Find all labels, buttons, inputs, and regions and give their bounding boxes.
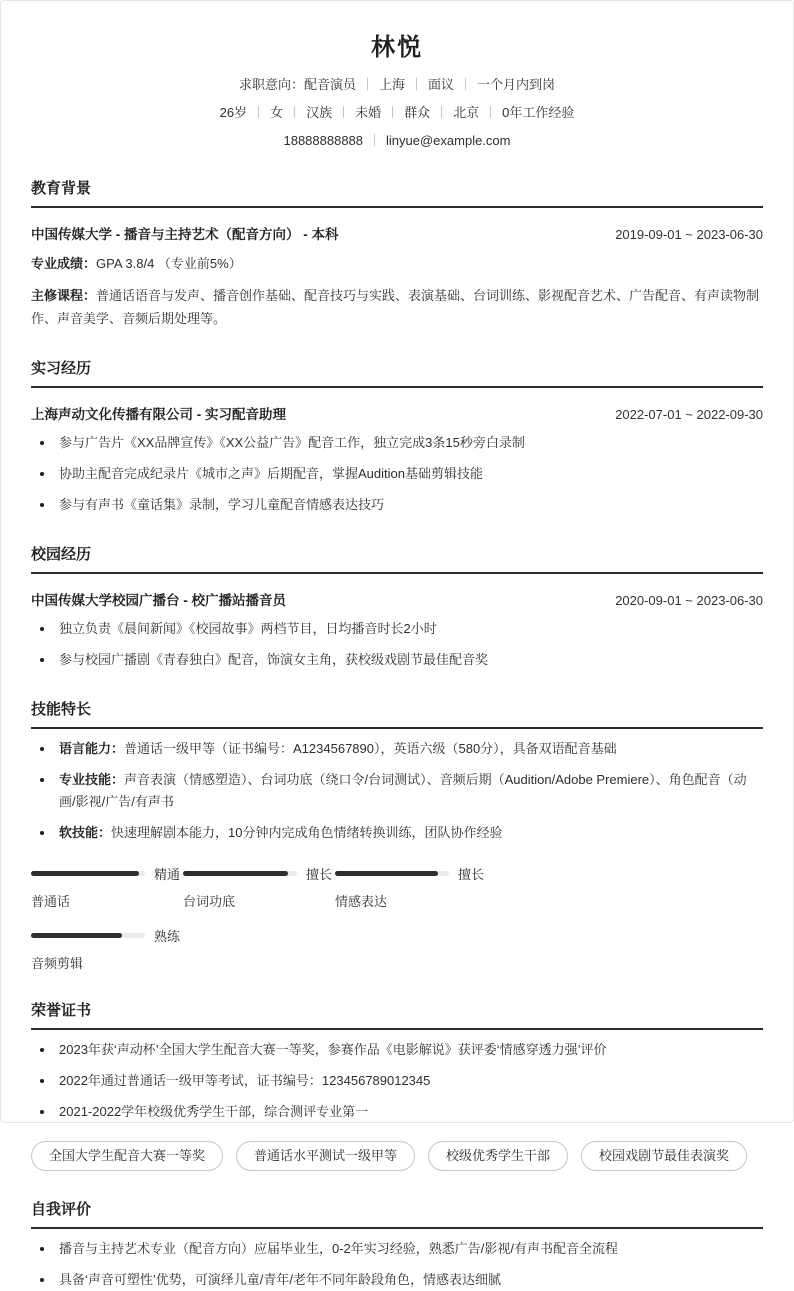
skill-name: 普通话 [31, 894, 71, 909]
divider [392, 106, 393, 118]
section-title-honors: 荣誉证书 [31, 999, 763, 1030]
progress-track [183, 871, 297, 876]
skill-text: 声音表演（情感塑造）、台词功底（绕口令/台词测试）、音频后期（Audition/Adobe Premiere）、角色配音（动画/影视/广告/有声书 [59, 772, 747, 809]
resume-header [31, 27, 763, 150]
skill-text: 快速理解剧本能力，10分钟内完成角色情绪转换训练，团队协作经验 [111, 825, 503, 840]
skill-bar-emotion [335, 864, 487, 910]
divider [441, 106, 442, 118]
campus-entry-head [31, 589, 763, 609]
gpa-line [31, 252, 763, 275]
divider [258, 106, 259, 118]
job-city: 上海 [378, 77, 405, 92]
email-address: linyue@example.com [386, 133, 511, 148]
section-campus [31, 543, 763, 671]
skill-label: 软技能： [59, 825, 112, 840]
section-education [31, 177, 763, 330]
badge-mandarin-certificate: 普通话水平测试一级甲等 [236, 1141, 415, 1171]
list-item: 参与校园广播剧《青春独白》配音，饰演女主角，获校级戏剧节最佳配音奖 [31, 649, 763, 671]
badge-national-dubbing-award: 全国大学生配音大赛一等奖 [31, 1141, 223, 1171]
badge-outstanding-student-cadre: 校级优秀学生干部 [428, 1141, 568, 1171]
divider [465, 78, 466, 90]
skill-text: 普通话一级甲等（证书编号：A1234567890），英语六级（580分），具备双语配音基础 [124, 741, 617, 756]
list-item: 具备‘声音可塑性’优势，可演绎儿童/青年/老年不同年龄段角色，情感表达细腻 [31, 1269, 763, 1291]
list-item [31, 738, 763, 760]
campus-bullets [31, 618, 763, 671]
divider [367, 78, 368, 90]
gender: 女 [270, 105, 284, 120]
phone-number: 18888888888 [283, 133, 364, 148]
section-title-skills: 技能特长 [31, 698, 763, 729]
work-experience-years: 0年工作经验 [502, 105, 575, 120]
section-title-campus: 校园经历 [31, 543, 763, 574]
self-evaluation-bullets [31, 1238, 763, 1291]
list-item: 参与有声书《童话集》录制，学习儿童配音情感表达技巧 [31, 494, 763, 516]
contact-line [31, 132, 763, 150]
skill-name: 情感表达 [335, 894, 388, 909]
section-title-self-evaluation: 自我评价 [31, 1198, 763, 1229]
courses-label: 主修课程： [31, 288, 97, 303]
salary-expectation: 面议 [428, 77, 455, 92]
list-item [31, 822, 763, 844]
list-item: 独立负责《晨间新闻》《校园故事》两档节目，日均播音时长2小时 [31, 618, 763, 640]
list-item: 参与广告片《XX品牌宣传》《XX公益广告》配音工作，独立完成3条15秒旁白录制 [31, 432, 763, 454]
list-item: 2023年获‘声动杯’全国大学生配音大赛一等奖，参赛作品《电影解说》获评委‘情感穿透力强’评价 [31, 1039, 763, 1061]
honors-bullets [31, 1039, 763, 1123]
education-entry-head [31, 223, 763, 243]
list-item [31, 769, 763, 813]
personal-info-line [31, 104, 763, 122]
skill-level: 熟练 [154, 929, 181, 944]
campus-date-range: 2020-09-01 ~ 2023-06-30 [615, 593, 763, 608]
political-status: 群众 [404, 105, 431, 120]
gpa-label: 专业成绩： [31, 256, 97, 271]
skill-level: 擅长 [306, 867, 333, 882]
honor-badges [31, 1141, 763, 1171]
job-intent-line [31, 76, 763, 94]
courses-line [31, 284, 763, 330]
school-degree: 中国传媒大学 - 播音与主持艺术（配音方向） - 本科 [31, 227, 339, 242]
progress-track [31, 871, 145, 876]
divider [416, 78, 417, 90]
age: 26岁 [219, 105, 248, 120]
progress-track [335, 871, 449, 876]
candidate-name: 林悦 [371, 34, 423, 61]
progress-fill [335, 871, 438, 876]
skill-level: 擅长 [458, 867, 485, 882]
job-intent: 求职意向：配音演员 [238, 77, 356, 92]
divider [490, 106, 491, 118]
skill-level: 精通 [154, 867, 181, 882]
section-honors [31, 999, 763, 1171]
section-title-education: 教育背景 [31, 177, 763, 208]
list-item: 2022年通过普通话一级甲等考试，证书编号：123456789012345 [31, 1070, 763, 1092]
list-item: 2021-2022学年校级优秀学生干部，综合测评专业第一 [31, 1101, 763, 1123]
progress-fill [183, 871, 288, 876]
availability: 一个月内到岗 [477, 77, 556, 92]
section-internship [31, 357, 763, 516]
ethnicity: 汉族 [306, 105, 333, 120]
skill-bar-mandarin [31, 864, 183, 910]
divider [294, 106, 295, 118]
internship-bullets [31, 432, 763, 516]
divider [374, 134, 375, 146]
internship-entry-head [31, 403, 763, 423]
progress-fill [31, 933, 122, 938]
badge-drama-festival-award: 校园戏剧节最佳表演奖 [581, 1141, 747, 1171]
marital-status: 未婚 [355, 105, 382, 120]
skill-bars-grid [31, 864, 763, 972]
skill-label: 语言能力： [59, 741, 125, 756]
company-position: 上海声动文化传播有限公司 - 实习配音助理 [31, 407, 286, 422]
section-self-evaluation [31, 1198, 763, 1291]
skill-name: 台词功底 [183, 894, 236, 909]
skill-bar-lines [183, 864, 335, 910]
skill-bar-audio-editing [31, 926, 183, 972]
skill-label: 专业技能： [59, 772, 125, 787]
courses-value: 普通话语音与发声、播音创作基础、配音技巧与实践、表演基础、台词训练、影视配音艺术、广告配音、有声读物制作、声音美学、音频后期处理等。 [31, 288, 760, 326]
campus-org-position: 中国传媒大学校园广播台 - 校广播站播音员 [31, 593, 286, 608]
hometown: 北京 [453, 105, 480, 120]
internship-date-range: 2022-07-01 ~ 2022-09-30 [615, 407, 763, 422]
list-item: 播音与主持艺术专业（配音方向）应届毕业生，0-2年实习经验，熟悉广告/影视/有声书配音全流程 [31, 1238, 763, 1260]
list-item: 协助主配音完成纪录片《城市之声》后期配音，掌握Audition基础剪辑技能 [31, 463, 763, 485]
gpa-value: GPA 3.8/4 （专业前5%） [96, 256, 242, 271]
education-date-range: 2019-09-01 ~ 2023-06-30 [615, 227, 763, 242]
divider [343, 106, 344, 118]
section-skills [31, 698, 763, 972]
skills-bullets [31, 738, 763, 844]
progress-fill [31, 871, 139, 876]
progress-track [31, 933, 145, 938]
skill-name: 音频剪辑 [31, 956, 84, 971]
section-title-internship: 实习经历 [31, 357, 763, 388]
